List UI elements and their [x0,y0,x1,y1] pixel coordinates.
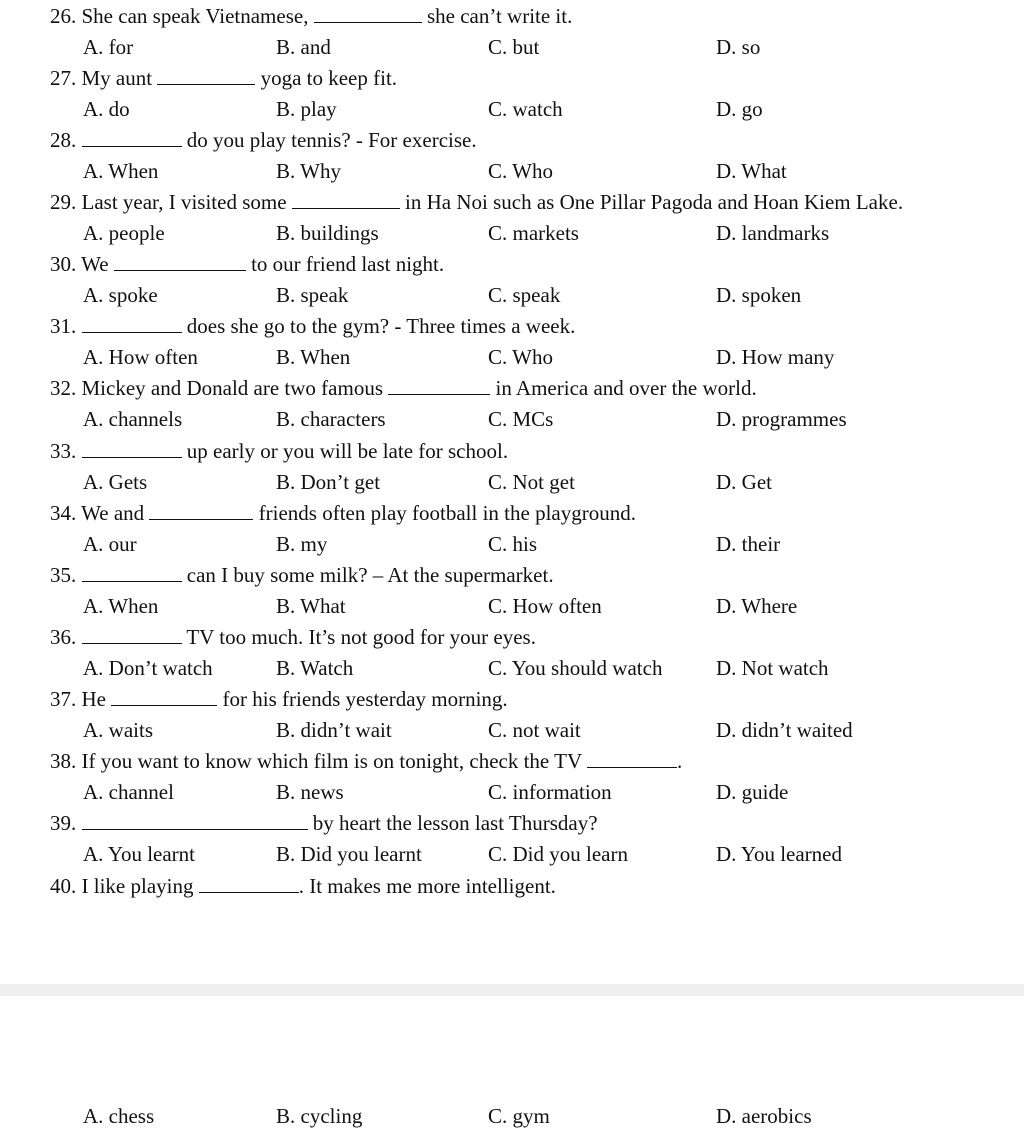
question-30 [50,254,444,275]
options-40 [0,1106,1024,1132]
option-c[interactable]: C. not wait [488,718,581,742]
option-d[interactable]: D. You learned [716,842,842,866]
options-32 [0,409,1024,435]
answer-blank[interactable] [82,130,182,147]
question-34 [50,503,636,524]
option-a[interactable]: A. people [83,221,165,245]
answer-blank[interactable] [82,441,182,458]
option-c[interactable]: C. speak [488,283,561,307]
option-d[interactable]: D. How many [716,345,835,369]
option-d[interactable]: D. their [716,532,781,556]
question-text-post: to our friend last night. [251,252,445,276]
question-33 [50,441,508,462]
answer-blank[interactable] [114,254,246,271]
answer-blank[interactable] [82,813,308,830]
option-b[interactable]: B. What [276,594,346,618]
options-36 [0,658,1024,684]
question-number: 31. [50,314,77,338]
option-c[interactable]: C. MCs [488,407,554,431]
answer-blank[interactable] [388,378,490,395]
option-b[interactable]: B. Don’t get [276,470,381,494]
option-c[interactable]: C. Who [488,345,553,369]
question-text-post: TV too much. It’s not good for your eyes. [186,625,536,649]
option-c[interactable]: C. How often [488,594,602,618]
option-b[interactable]: B. Watch [276,656,354,680]
option-c[interactable]: C. Not get [488,470,575,494]
option-d[interactable]: D. What [716,159,787,183]
options-37 [0,720,1024,746]
option-c[interactable]: C. watch [488,97,563,121]
question-number: 33. [50,439,77,463]
option-a[interactable]: A. channel [83,780,174,804]
answer-blank[interactable] [82,627,182,644]
question-text-post: for his friends yesterday morning. [222,687,508,711]
option-c[interactable]: C. You should watch [488,656,663,680]
question-number: 38. [50,749,77,773]
option-a[interactable]: A. You learnt [83,842,196,866]
option-d[interactable]: D. programmes [716,407,847,431]
question-number: 35. [50,563,77,587]
question-number: 36. [50,625,77,649]
option-b[interactable]: B. When [276,345,351,369]
option-b[interactable]: B. buildings [276,221,379,245]
question-text-pre: We and [81,501,145,525]
answer-blank[interactable] [587,751,677,768]
question-text-pre: Last year, I visited some [81,190,287,214]
question-40 [50,876,556,897]
question-number: 37. [50,687,77,711]
option-b[interactable]: B. didn’t wait [276,718,392,742]
answer-blank[interactable] [111,689,217,706]
options-38 [0,782,1024,808]
option-d[interactable]: D. Not watch [716,656,829,680]
question-32 [50,378,757,399]
options-30 [0,285,1024,311]
question-text-pre: My aunt [81,66,153,90]
question-27 [50,68,397,89]
question-text-post: . It makes me more intelligent. [298,874,556,898]
page-divider [0,984,1024,996]
question-number: 40. [50,874,77,898]
option-c[interactable]: C. markets [488,221,579,245]
question-text-pre: He [81,687,106,711]
option-b[interactable]: B. my [276,532,328,556]
option-b[interactable]: B. play [276,97,337,121]
question-37 [50,689,508,710]
option-a[interactable]: A. for [83,35,134,59]
option-b[interactable]: B. Why [276,159,341,183]
options-31 [0,347,1024,373]
question-text-post: can I buy some milk? – At the supermarket. [186,563,554,587]
option-a[interactable]: A. do [83,97,130,121]
options-34 [0,534,1024,560]
question-28 [50,130,477,151]
question-38 [50,751,682,772]
options-28 [0,161,1024,187]
question-text-post: in America and over the world. [495,376,757,400]
option-d[interactable]: D. go [716,97,763,121]
option-b[interactable]: B. cycling [276,1104,363,1128]
option-d[interactable]: D. Get [716,470,772,494]
option-d[interactable]: D. landmarks [716,221,830,245]
option-c[interactable]: C. Did you learn [488,842,628,866]
option-b[interactable]: B. news [276,780,344,804]
question-number: 34. [50,501,77,525]
option-c[interactable]: C. information [488,780,612,804]
question-text-post: do you play tennis? - For exercise. [186,128,477,152]
option-d[interactable]: D. guide [716,780,789,804]
question-35 [50,565,554,586]
option-c[interactable]: C. his [488,532,538,556]
options-39 [0,844,1024,870]
option-b[interactable]: B. characters [276,407,386,431]
option-c[interactable]: C. gym [488,1104,550,1128]
option-a[interactable]: A. waits [83,718,153,742]
option-a[interactable]: A. spoke [83,283,158,307]
question-text-post: up early or you will be late for school. [186,439,509,463]
option-d[interactable]: D. didn’t waited [716,718,853,742]
options-29 [0,223,1024,249]
question-text-post: . [677,749,683,773]
question-26 [50,6,572,27]
question-number: 28. [50,128,77,152]
question-number: 30. [50,252,77,276]
option-a[interactable]: A. When [83,594,159,618]
option-a[interactable]: A. our [83,532,137,556]
option-c[interactable]: C. but [488,35,540,59]
answer-blank[interactable] [314,6,422,23]
option-a[interactable]: A. Don’t watch [83,656,213,680]
option-c[interactable]: C. Who [488,159,553,183]
option-a[interactable]: A. chess [83,1104,155,1128]
question-number: 29. [50,190,77,214]
answer-blank[interactable] [199,876,299,893]
question-36 [50,627,536,648]
answer-blank[interactable] [157,68,255,85]
option-b[interactable]: B. Did you learnt [276,842,422,866]
question-text-post: does she go to the gym? - Three times a week. [186,314,576,338]
option-a[interactable]: A. How often [83,345,198,369]
question-text-pre: I like playing [81,874,194,898]
options-27 [0,99,1024,125]
option-d[interactable]: D. spoken [716,283,802,307]
question-number: 26. [50,4,77,28]
question-text-post: by heart the lesson last Thursday? [312,811,598,835]
question-number: 32. [50,376,77,400]
options-35 [0,596,1024,622]
answer-blank[interactable] [82,316,182,333]
option-a[interactable]: A. When [83,159,159,183]
question-text-post: yoga to keep fit. [260,66,398,90]
question-text-pre: If you want to know which film is on tonight, check the TV [81,749,582,773]
option-a[interactable]: A. channels [83,407,183,431]
question-31 [50,316,575,337]
answer-blank[interactable] [82,565,182,582]
question-number: 39. [50,811,77,835]
option-b[interactable]: B. and [276,35,331,59]
question-29 [50,192,903,213]
options-26 [0,37,1024,63]
option-d[interactable]: D. aerobics [716,1104,812,1128]
question-text-post: she can’t write it. [426,4,573,28]
option-d[interactable]: D. so [716,35,761,59]
question-text-pre: She can speak Vietnamese, [81,4,309,28]
option-a[interactable]: A. Gets [83,470,148,494]
question-number: 27. [50,66,77,90]
question-text-pre: Mickey and Donald are two famous [81,376,383,400]
question-text-pre: We [81,252,109,276]
answer-blank[interactable] [149,503,253,520]
option-d[interactable]: D. Where [716,594,798,618]
question-text-post: friends often play football in the playground. [258,501,636,525]
question-39 [50,813,598,834]
answer-blank[interactable] [292,192,400,209]
options-33 [0,472,1024,498]
question-text-post: in Ha Noi such as One Pillar Pagoda and Hoan Kiem Lake. [405,190,904,214]
option-b[interactable]: B. speak [276,283,349,307]
